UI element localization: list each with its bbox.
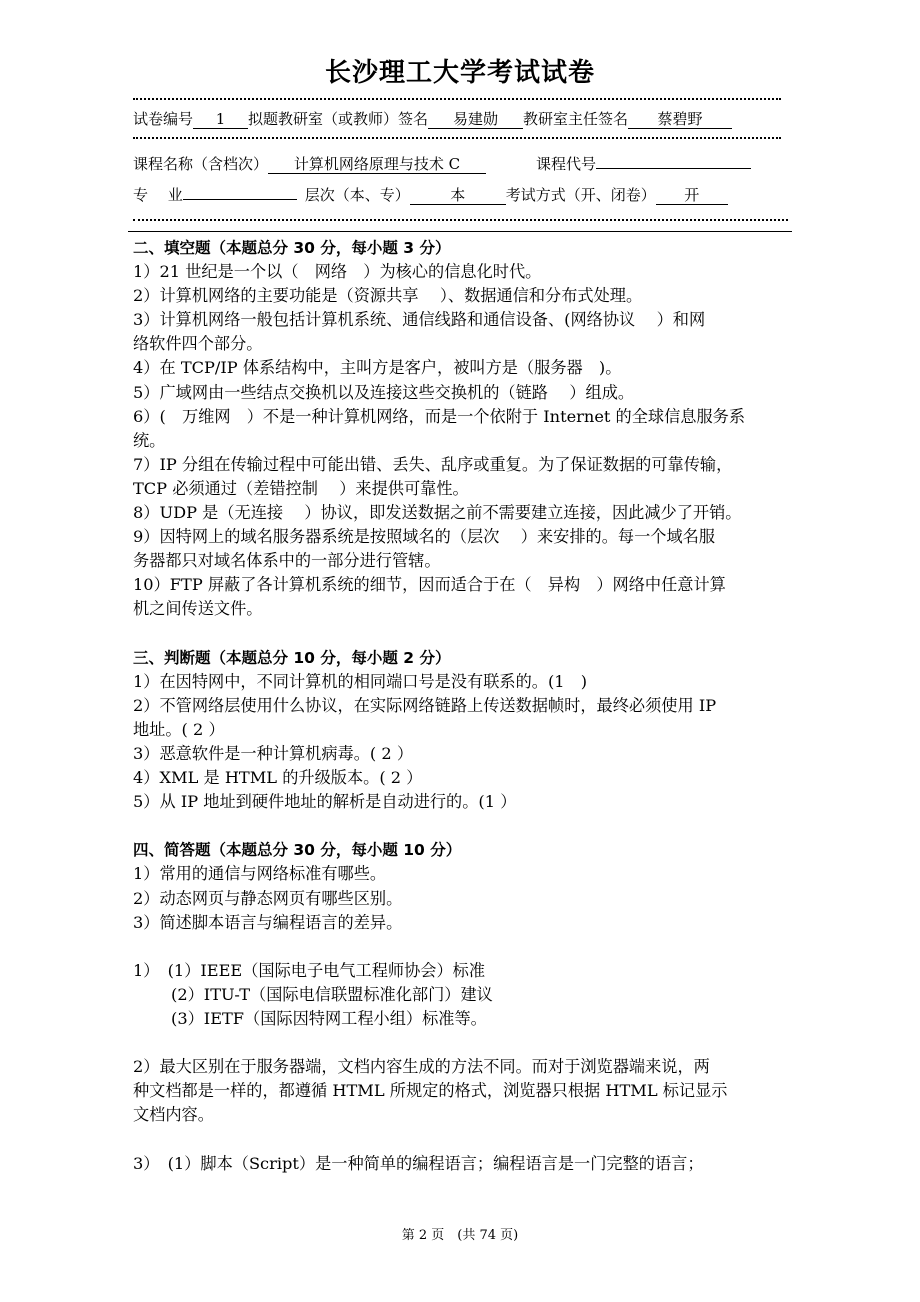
question-line: 2）动态网页与静态网页有哪些区别。 [133, 888, 403, 908]
course-label: 课程名称（含档次） [133, 155, 269, 173]
course-field: 计算机网络原理与技术 C [268, 155, 486, 174]
section-heading: 二、填空题（本题总分 30 分，每小题 3 分） [133, 239, 451, 257]
answer-line: 文档内容。 [133, 1105, 214, 1125]
question-line: 7）IP 分组在传输过程中可能出错、丢失、乱序或重复。为了保证数据的可靠传输， [133, 454, 733, 474]
exam-mode-field: 开 [656, 186, 728, 205]
answer-line: (2）ITU-T（国际电信联盟标准化部门）建议 [171, 984, 493, 1004]
paper-no-label: 试卷编号 [133, 110, 194, 128]
question-line: 务器都只对域名体系中的一部分进行管辖。 [133, 551, 441, 571]
question-line: 5）广域网由一些结点交换机以及连接这些交换机的（链路 ）组成。 [133, 382, 635, 402]
blank-gap [133, 814, 793, 838]
question-line: 9）因特网上的域名服务器系统是按照域名的（层次 ）来安排的。每一个域名服 [133, 527, 716, 547]
question-line: 1）在因特网中，不同计算机的相同端口号是没有联系的。(1 ) [133, 671, 588, 691]
dotted-separator [133, 219, 788, 221]
question-line: 4）在 TCP/IP 体系结构中，主叫方是客户，被叫方是（服务器 )。 [133, 358, 622, 378]
blank-gap [133, 1031, 793, 1055]
question-line: 1）21 世纪是一个以（ 网络 ）为核心的信息化时代。 [133, 262, 542, 282]
section-heading: 四、简答题（本题总分 30 分，每小题 10 分） [133, 841, 462, 860]
question-line: 4）XML 是 HTML 的升级版本。( 2 ） [133, 768, 423, 788]
paper-no-field: 1 [193, 110, 248, 129]
question-line: 5）从 IP 地址到硬件地址的解析是自动进行的。(1 ） [133, 792, 517, 812]
answer-line: 1） (1）IEEE（国际电子电气工程师协会）标准 [133, 960, 486, 980]
dotted-separator [133, 98, 781, 100]
drafter-label: 拟题教研室（或教师）签名 [248, 110, 429, 128]
header-row-2 [133, 150, 751, 174]
course-code-field [596, 150, 751, 169]
header-row-1 [133, 109, 732, 129]
major-label: 专 业 [133, 186, 183, 204]
question-line: 3）恶意软件是一种计算机病毒。( 2 ） [133, 743, 414, 763]
exam-content [133, 236, 793, 1176]
director-label: 教研室主任签名 [523, 110, 629, 128]
question-line: TCP 必须通过（差错控制 ）来提供可靠性。 [133, 478, 469, 498]
question-line: 络软件四个部分。 [133, 334, 263, 354]
question-line: 2）计算机网络的主要功能是（资源共享 ）、数据通信和分布式处理。 [133, 286, 643, 306]
major-field [183, 181, 297, 200]
section-heading: 三、判断题（本题总分 10 分，每小题 2 分） [133, 648, 451, 667]
blank-gap [133, 622, 793, 646]
page-footer: 第 2 页 (共 74 页) [401, 1228, 519, 1243]
director-field: 蔡碧野 [628, 110, 732, 129]
blank-gap [133, 935, 793, 959]
level-label: 层次（本、专） [304, 186, 410, 204]
answer-line: (3）IETF（国际因特网工程小组）标准等。 [171, 1009, 487, 1028]
exam-title: 长沙理工大学考试试卷 [324, 58, 595, 88]
level-field: 本 [410, 186, 506, 205]
horizontal-rule [128, 231, 792, 232]
question-line: 地址。( 2 ） [133, 719, 225, 739]
answer-line: 2）最大区别在于服务器端，文档内容生成的方法不同。而对于浏览器端来说，两 [133, 1057, 710, 1077]
answer-line: 种文档都是一样的，都遵循 HTML 所规定的格式，浏览器只根据 HTML 标记显示 [133, 1081, 728, 1101]
question-line: 10）FTP 屏蔽了各计算机系统的细节，因而适合于在（ 异构 ）网络中任意计算 [133, 575, 726, 595]
question-line: 3）计算机网络一般包括计算机系统、通信线路和通信设备、(网络协议 ）和网 [133, 310, 706, 330]
question-line: 统。 [133, 430, 166, 450]
blank-gap [133, 1127, 793, 1151]
answer-line: 3） (1）脚本（Script）是一种简单的编程语言；编程语言是一门完整的语言； [133, 1153, 704, 1173]
dotted-separator [133, 137, 781, 139]
course-code-label: 课程代号 [536, 155, 597, 173]
question-line: 2）不管网络层使用什么协议，在实际网络链路上传送数据帧时，最终必须使用 IP [133, 695, 717, 715]
question-line: 1）常用的通信与网络标准有哪些。 [133, 864, 387, 884]
question-line: 3）简述脚本语言与编程语言的差异。 [133, 912, 403, 932]
exam-mode-label: 考试方式（开、闭卷） [505, 186, 656, 204]
question-line: 机之间传送文件。 [133, 599, 263, 619]
question-line: 8）UDP 是（无连接 ）协议，即发送数据之前不需要建立连接，因此减少了开销。 [133, 503, 742, 523]
header-row-3 [133, 181, 728, 205]
question-line: 6）( 万维网 ）不是一种计算机网络，而是一个依附于 Internet 的全球信息服务系 [133, 406, 746, 426]
drafter-field: 易建勋 [428, 110, 523, 129]
